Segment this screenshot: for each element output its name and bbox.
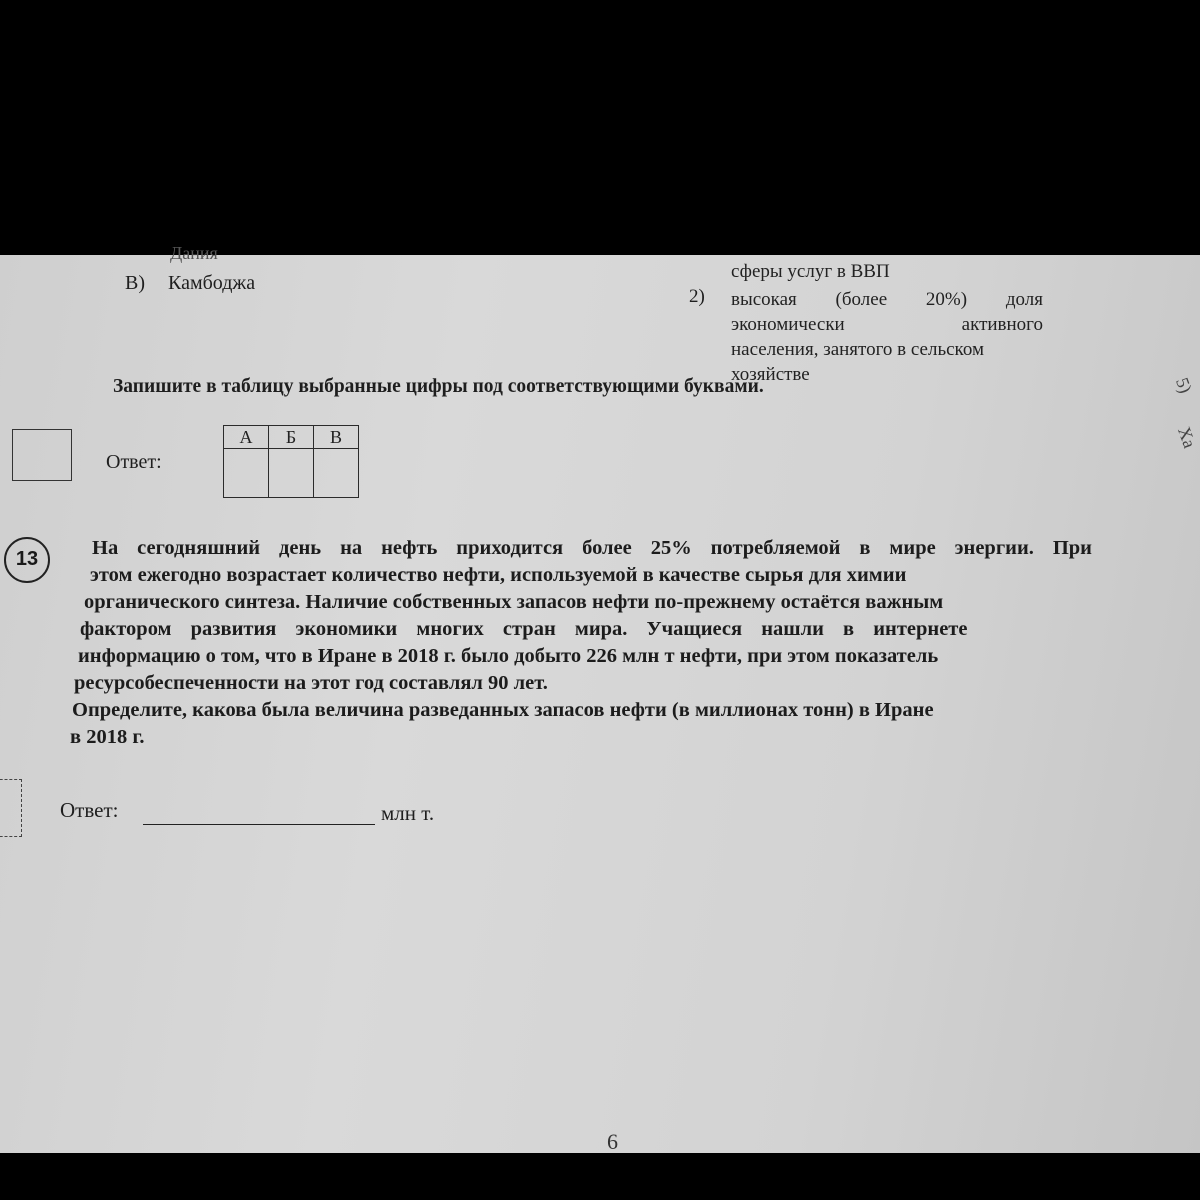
question-line: Определите, какова была величина разведанных запасов нефти (в миллионах тонн) в Иране — [72, 699, 934, 721]
page-number: 6 — [607, 1129, 618, 1154]
answer-input-13[interactable] — [143, 800, 375, 825]
right-option-text — [731, 287, 1043, 387]
right-option-number: 2) — [689, 286, 705, 307]
margin-mark: Ха — [1173, 424, 1200, 451]
answer-cell-a[interactable] — [224, 449, 269, 498]
answer-cell-b[interactable] — [269, 449, 314, 498]
answer-cell-v[interactable] — [314, 449, 359, 498]
right-fragment-line: сферы услуг в ВВП — [731, 261, 890, 282]
table-header: Б — [269, 426, 314, 449]
question-line: На сегодняшний день на нефть приходится более 25% потребляемой в мире энергии. При — [92, 537, 1092, 559]
margin-mark: 5) — [1172, 374, 1196, 396]
question-line: фактором развития экономики многих стран мира. Учащиеся нашли в интернете — [80, 618, 968, 640]
cut-off-text: Дания — [170, 243, 218, 263]
option-v-text: Камбоджа — [168, 272, 256, 294]
question-line: в 2018 г. — [70, 726, 145, 748]
option-v-label: В) — [125, 272, 145, 294]
question-line: органического синтеза. Наличие собственных запасов нефти по-прежнему остаётся важным — [84, 591, 944, 613]
question-number: 13 — [4, 537, 50, 583]
answer-label: Ответ: — [106, 451, 162, 473]
answer-unit: млн т. — [381, 801, 435, 825]
score-box — [12, 429, 72, 481]
score-box-13 — [0, 779, 22, 837]
question-line: этом ежегодно возрастает количество нефти, используемой в качестве сырья для химии — [90, 564, 907, 586]
answer-table — [223, 425, 359, 498]
question-line: информацию о том, что в Иране в 2018 г. было добыто 226 млн т нефти, при этом показатель — [78, 645, 939, 667]
right-option-line: населения, занятого в сельском — [731, 339, 984, 360]
instruction-text: Запишите в таблицу выбранные цифры под соответствующими буквами. — [113, 376, 764, 397]
exam-page — [0, 243, 1200, 1154]
table-header: А — [224, 426, 269, 449]
right-option-line: высокая (более 20%) доля — [731, 289, 1043, 310]
question-line: ресурсобеспеченности на этот год составлял 90 лет. — [74, 672, 548, 694]
answer-label-13: Ответ: — [60, 798, 119, 822]
question-text — [68, 535, 1113, 751]
right-option-line: экономически активного — [731, 314, 1043, 335]
table-header: В — [314, 426, 359, 449]
right-option-line: хозяйстве — [731, 364, 810, 385]
